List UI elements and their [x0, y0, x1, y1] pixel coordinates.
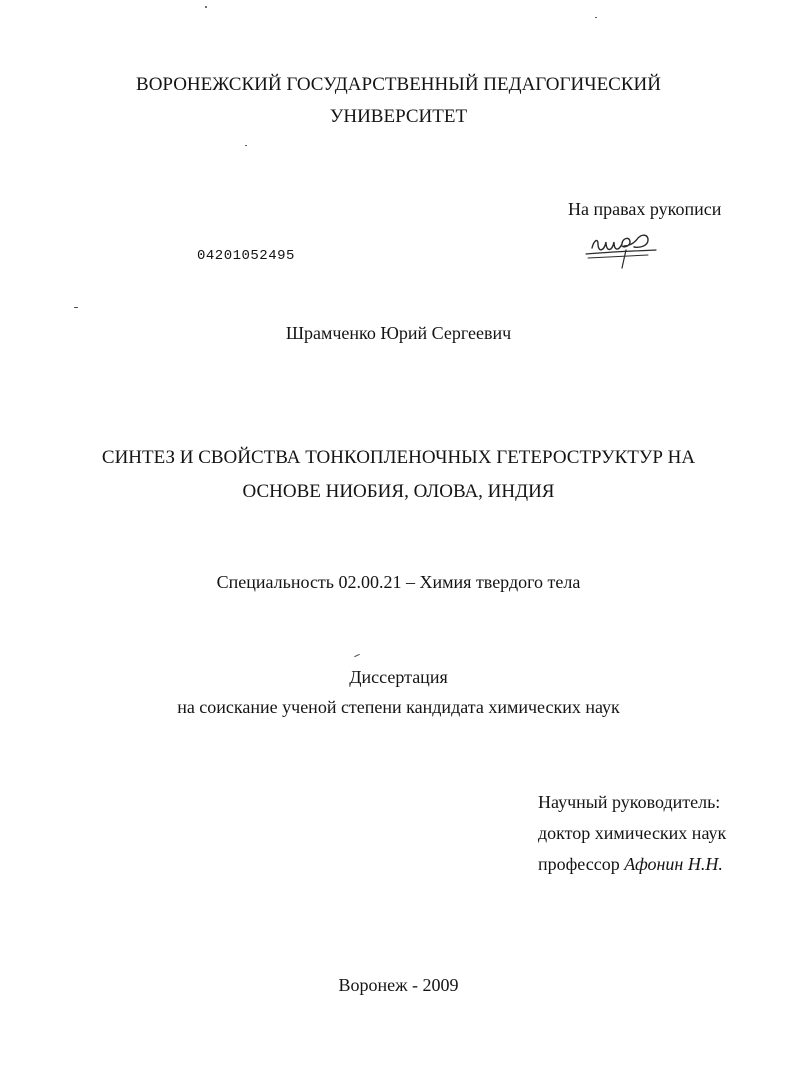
- dissertation-title: [0, 444, 797, 506]
- university-name-line1: ВОРОНЕЖСКИЙ ГОСУДАРСТВЕННЫЙ ПЕДАГОГИЧЕСКИЙ: [136, 74, 661, 95]
- scan-speck: [205, 6, 207, 8]
- supervisor-label: Научный руководитель:: [538, 792, 721, 812]
- dissertation-type: Диссертация: [349, 667, 448, 687]
- supervisor-title-line: [538, 851, 726, 877]
- supervisor-degree: доктор химических наук: [538, 823, 727, 843]
- place-year: Воронеж - 2009: [338, 975, 459, 995]
- specialty: Специальность 02.00.21 – Химия твердого тела: [216, 572, 581, 592]
- author-name: Шрамченко Юрий Сергеевич: [285, 323, 512, 343]
- signature: [578, 222, 662, 272]
- scan-speck: [595, 17, 597, 18]
- supervisor-block: [538, 789, 726, 877]
- stamp-number: 04201052495: [197, 248, 295, 264]
- manuscript-note: На правах рукописи: [568, 199, 722, 219]
- scan-speck: [74, 307, 78, 308]
- scan-speck: [354, 654, 360, 657]
- scan-speck: [245, 145, 247, 146]
- title-line1: СИНТЕЗ И СВОЙСТВА ТОНКОПЛЕНОЧНЫХ ГЕТЕРОСТРУКТУР НА: [101, 447, 696, 468]
- title-line2: ОСНОВЕ НИОБИЯ, ОЛОВА, ИНДИЯ: [242, 481, 555, 502]
- university-name-line2: УНИВЕРСИТЕТ: [329, 106, 468, 127]
- supervisor-title: профессор: [538, 854, 620, 874]
- supervisor-name: Афонин Н.Н.: [624, 854, 723, 874]
- university-name: [0, 71, 797, 131]
- dissertation-purpose: на соискание ученой степени кандидата химических наук: [177, 697, 620, 717]
- signature-mark: [578, 222, 662, 272]
